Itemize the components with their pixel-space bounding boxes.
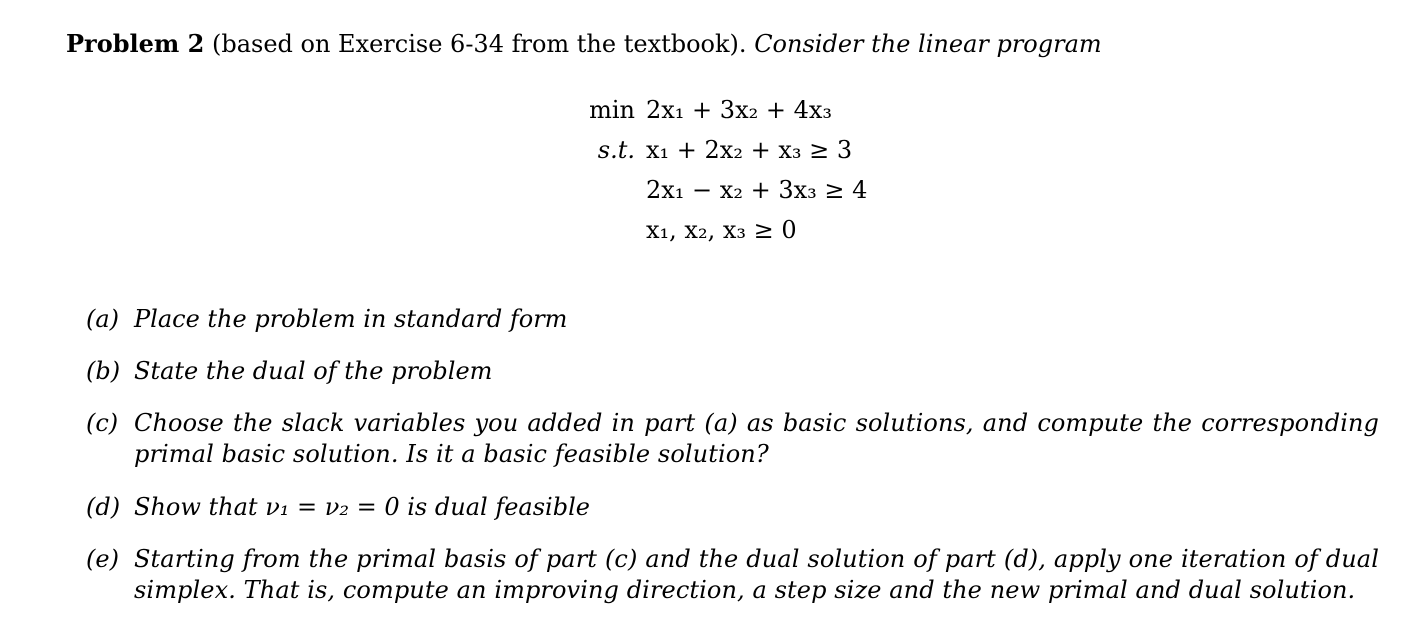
part-b-text: State the dual of the problem	[134, 357, 493, 385]
constraint-row-2	[560, 170, 920, 210]
objective-expression: 2x₁ + 3x₂ + 4x₃	[646, 96, 833, 124]
constraint-row-1	[560, 130, 920, 170]
nonnegativity-expression: x₁, x₂, x₃ ≥ 0	[646, 216, 797, 244]
part-a-text: Place the problem in standard form	[134, 305, 568, 333]
constraint-keyword: s.t.	[597, 136, 635, 164]
part-d-label: (d)	[86, 493, 121, 521]
part-e-text: Starting from the primal basis of part (c) and the dual solution of part (d), apply one iteration of dual simplex. That is, compute an improving direction, a step size and the new primal and dual solution.	[134, 545, 1379, 604]
source-note: (based on Exercise 6-34 from the textbook).	[211, 30, 747, 58]
part-e-label: (e)	[86, 545, 119, 573]
part-a-label: (a)	[86, 305, 120, 333]
constraint-1-expression: x₁ + 2x₂ + x₃ ≥ 3	[646, 136, 853, 164]
problem-intro: Consider the linear program	[754, 30, 1102, 58]
part-c-text: Choose the slack variables you added in part (a) as basic solutions, and compute the corresponding primal basic solution. Is it a basic feasible solution?	[134, 409, 1379, 468]
part-b-label: (b)	[86, 357, 121, 385]
nonnegativity-row	[560, 210, 920, 250]
part-d-text: Show that ν₁ = ν₂ = 0 is dual feasible	[134, 493, 590, 521]
problem-label: Problem 2	[66, 29, 205, 58]
objective-keyword: min	[589, 96, 635, 124]
linear-program	[560, 90, 920, 250]
problem-header	[66, 28, 1102, 60]
part-c-label: (c)	[86, 409, 119, 437]
constraint-2-expression: 2x₁ − x₂ + 3x₃ ≥ 4	[646, 176, 868, 204]
objective-row	[560, 90, 920, 130]
